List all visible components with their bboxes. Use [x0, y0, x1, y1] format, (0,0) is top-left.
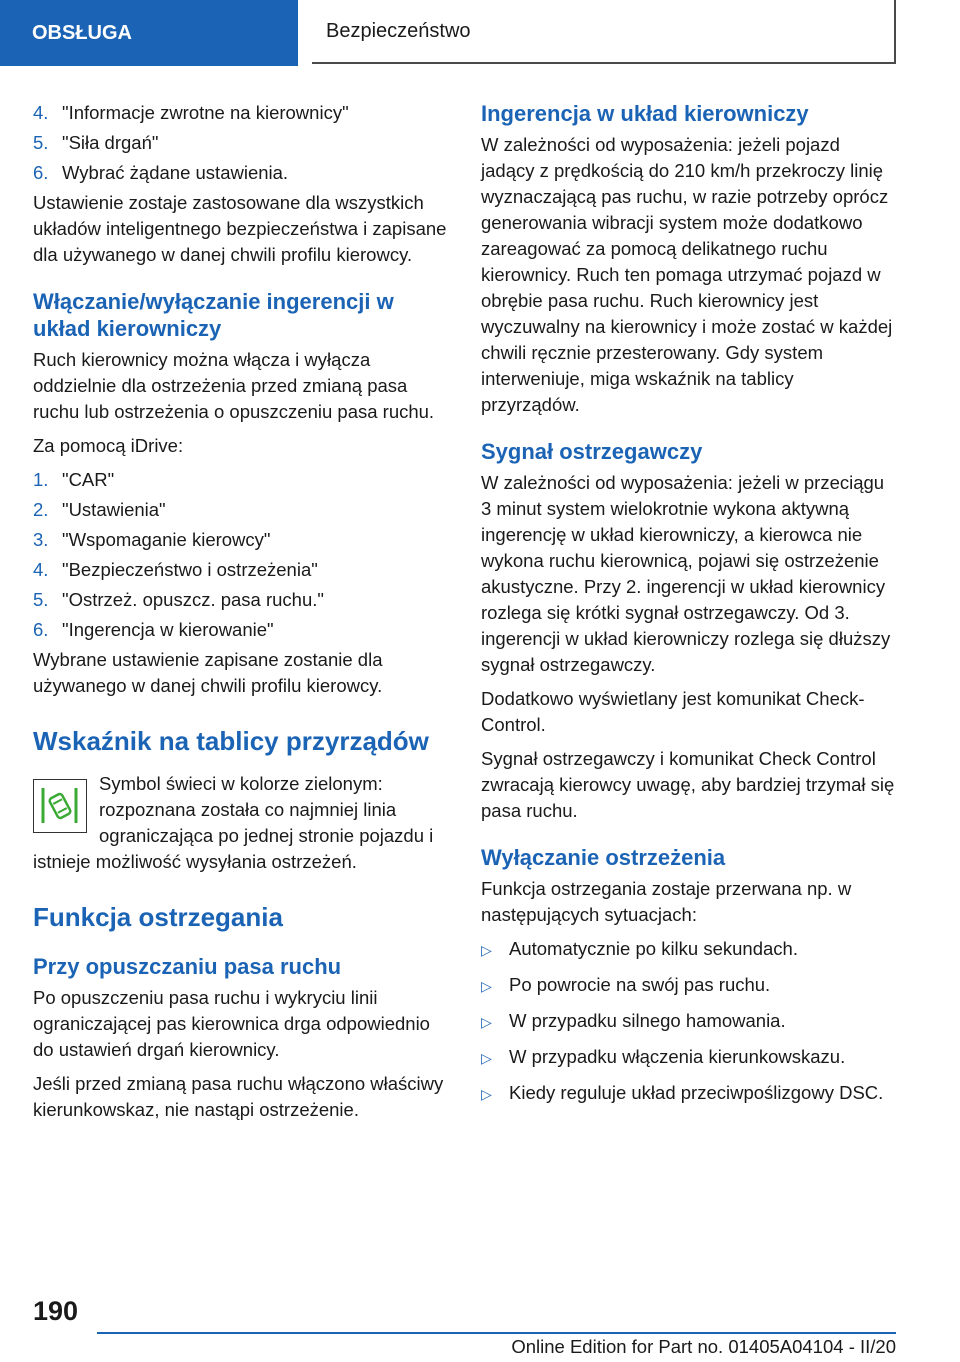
list-item: [33, 557, 447, 583]
header-rule: [0, 64, 298, 66]
header-chapter-label: Bezpieczeństwo: [326, 19, 471, 42]
bullet-text: Po powrocie na swój pas ruchu.: [509, 974, 771, 995]
header-section-tab: [0, 0, 298, 66]
list-text: Wybrać żądane ustawienia.: [62, 162, 289, 183]
list-item: [481, 1008, 895, 1035]
idrive-intro: Za pomocą iDrive:: [33, 435, 184, 456]
bullet-text: Kiedy reguluje układ przeciwpoślizgowy DSC.: [509, 1082, 884, 1103]
list-number: 4.: [33, 559, 49, 580]
check-control-paragraph: Dodatkowo wyświetlany jest komunikat Check-Control.: [481, 688, 865, 735]
list-item: [481, 972, 895, 999]
disable-conditions-list: [481, 936, 895, 1107]
warning-signal-paragraph: W zależności od wyposażenia: jeżeli w przeciągu 3 minut system wielokrotnie wykona aktywną ingerencję w układ kierowniczy, a kierowca nie wykona ruchu kierownicą, pojawi się ostrzeżenie akustyczne. Przy 2. ingerencji w układ kierownicy rozlega się krótki sygnał ostrzegawczy. Od 3. ingerencji w układ kierowniczy rozlega się dłuższy sygnał ostrzegawczy.: [481, 472, 891, 675]
list-text: "Ustawienia": [62, 499, 166, 520]
heading-disable-warning: Wyłączanie ostrzeżenia: [481, 845, 726, 870]
leaving-lane-paragraph: Po opuszczeniu pasa ruchu i wykryciu linii ograniczającej pas kierownica drga odpowiednio do ustawień drgań kierownicy.: [33, 987, 430, 1060]
bullet-text: Automatycznie po kilku sekundach.: [509, 938, 798, 959]
list-number: 1.: [33, 469, 49, 490]
heading-indicator: Wskaźnik na tablicy przyrządów: [33, 726, 429, 756]
list-item: [33, 100, 447, 126]
header-chapter-box: [312, 0, 896, 64]
idrive-steps-list: [33, 467, 447, 643]
lane-departure-warning-icon: [33, 779, 87, 833]
bullet-triangle-icon: ▷: [481, 942, 492, 958]
heading-steering-intervention: Ingerencja w układ kierowniczy: [481, 101, 809, 126]
right-column: [481, 100, 895, 1116]
settings-saved-paragraph: Ustawienie zostaje zastosowane dla wszystkich układów inteligentnego bezpieczeństwa i zapisane dla używanego w danej chwili profilu kierowcy.: [33, 192, 447, 265]
list-number: 4.: [33, 102, 49, 123]
list-number: 3.: [33, 529, 49, 550]
header-section-label: OBSŁUGA: [32, 21, 132, 44]
list-item: [33, 587, 447, 613]
page-number: 190: [33, 1296, 79, 1326]
intervention-paragraph: W zależności od wyposażenia: jeżeli pojazd jadący z prędkością do 210 km/h przekroczy linię wyznaczającą pas ruchu, w razie potrzeby oprócz generowania wibracji system może dodatkowo zareagować za pomocą delikatnego ruchu kierownicy. Ruch ten pomaga utrzymać pojazd w obrębie pasa ruchu. Ruch kierownicy jest wyczuwalny na kierownicy i może zostać w każdej chwili ręcznie przesterowany. Gdy system interweniuje, miga wskaźnik na tablicy przyrządów.: [481, 134, 893, 415]
list-item: [33, 130, 447, 156]
heading-leaving-lane: Przy opuszczaniu pasa ruchu: [33, 954, 342, 979]
bullet-triangle-icon: ▷: [481, 1050, 492, 1066]
heading-warning-function: Funkcja ostrzegania: [33, 902, 283, 932]
bullet-triangle-icon: ▷: [481, 978, 492, 994]
list-number: 6.: [33, 619, 49, 640]
list-number: 6.: [33, 162, 49, 183]
disable-intro: Funkcja ostrzegania zostaje przerwana np. w następujących sytuacjach:: [481, 878, 852, 925]
list-text: "Informacje zwrotne na kierownicy": [62, 102, 349, 123]
indicator-description: Symbol świeci w kolorze zielonym: rozpoznana została co najmniej linia ograniczająca po jednej stronie pojazdu i istnieje możliwość wysyłania ostrzeżeń.: [33, 773, 434, 872]
list-item: [481, 1044, 895, 1071]
list-text: "Bezpieczeństwo i ostrzeżenia": [62, 559, 318, 580]
list-item: [33, 527, 447, 553]
settings-list-top: [33, 100, 447, 186]
list-text: "Ingerencja w kierowanie": [62, 619, 274, 640]
list-number: 5.: [33, 132, 49, 153]
bullet-triangle-icon: ▷: [481, 1086, 492, 1102]
bullet-triangle-icon: ▷: [481, 1014, 492, 1030]
list-item: [33, 467, 447, 493]
heading-steering-onoff: Włączanie/wyłączanie ingerencji w układ kierowniczy: [33, 289, 394, 341]
footer-rule: [97, 1332, 896, 1334]
list-text: "Siła drgań": [62, 132, 159, 153]
heading-warning-signal: Sygnał ostrzegawczy: [481, 439, 703, 464]
list-text: "Ostrzeż. opuszcz. pasa ruchu.": [62, 589, 324, 610]
list-item: [33, 617, 447, 643]
left-column: [33, 100, 447, 1131]
turn-signal-paragraph: Jeśli przed zmianą pasa ruchu włączono właściwy kierunkowskaz, nie nastąpi ostrzeżenie.: [33, 1073, 444, 1120]
list-number: 5.: [33, 589, 49, 610]
list-number: 2.: [33, 499, 49, 520]
bullet-text: W przypadku włączenia kierunkowskazu.: [509, 1046, 846, 1067]
footer-edition: Online Edition for Part no. 01405A04104 - II/20: [511, 1336, 896, 1357]
attention-paragraph: Sygnał ostrzegawczy i komunikat Check Control zwracają kierowcy uwagę, aby bardziej trzymał się pasa ruchu.: [481, 748, 895, 821]
list-text: "Wspomaganie kierowcy": [62, 529, 271, 550]
indicator-block: [33, 771, 447, 875]
bullet-text: W przypadku silnego hamowania.: [509, 1010, 786, 1031]
list-item: [33, 497, 447, 523]
list-item: [481, 936, 895, 963]
list-item: [481, 1080, 895, 1107]
setting-saved-paragraph: Wybrane ustawienie zapisane zostanie dla używanego w danej chwili profilu kierowcy.: [33, 649, 383, 696]
steering-onoff-paragraph: Ruch kierownicy można włącza i wyłącza oddzielnie dla ostrzeżenia przed zmianą pasa ruchu lub ostrzeżenia o opuszczeniu pasa ruchu.: [33, 349, 435, 422]
list-item: [33, 160, 447, 186]
list-text: "CAR": [62, 469, 115, 490]
